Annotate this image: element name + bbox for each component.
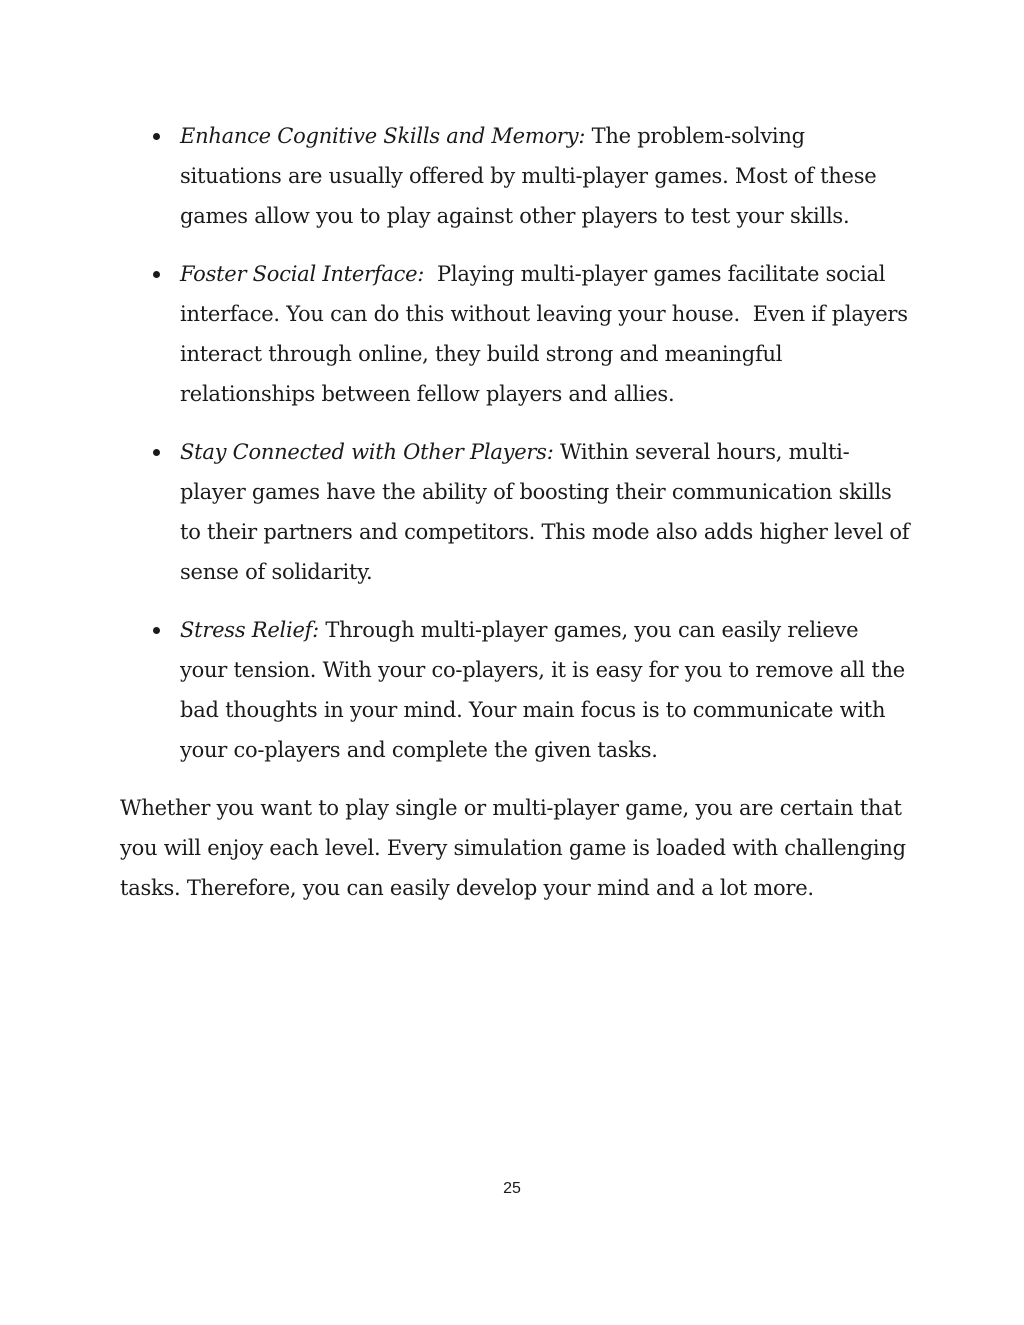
- bullet-term: Enhance Cognitive Skills and Memory:: [180, 124, 586, 148]
- bullet-icon: [153, 449, 160, 456]
- bullet-icon: [153, 133, 160, 140]
- list-item: [120, 432, 910, 592]
- bullet-text: Through multi-player games, you can easily relieve your tension. With your co-players, it is easy for you to remove all the bad thoughts in your mind. Your main focus is to communicate with your co-players and complete the given tasks.: [180, 618, 905, 762]
- bullet-text: The problem-solving situations are usually offered by multi-player games. Most of these games allow you to play against other players to test your skills.: [180, 124, 877, 228]
- bullet-text: Within several hours, multi-player games have the ability of boosting their communication skills to their partners and competitors. This mode also adds higher level of sense of solidarity.: [180, 440, 910, 584]
- list-item: [120, 116, 910, 236]
- bullet-text: Playing multi-player games facilitate social interface. You can do this without leaving your house. Even if players interact through online, they build strong and meaningful relationships between fellow players and allies.: [180, 262, 915, 406]
- page-number: 25: [503, 1180, 521, 1197]
- bullet-term: Foster Social Interface:: [180, 262, 425, 286]
- bullet-term: Stress Relief:: [180, 618, 319, 642]
- list-item: [120, 254, 915, 414]
- bullet-term: Stay Connected with Other Players:: [180, 440, 554, 464]
- list-item: [120, 610, 910, 770]
- bullet-icon: [153, 627, 160, 634]
- closing-paragraph: Whether you want to play single or multi-player game, you are certain that you will enjoy each level. Every simulation game is loaded with challenging tasks. Therefore, you can easily develop your mind and a lot more.: [120, 796, 906, 900]
- bullet-icon: [153, 271, 160, 278]
- benefits-list: [120, 116, 915, 788]
